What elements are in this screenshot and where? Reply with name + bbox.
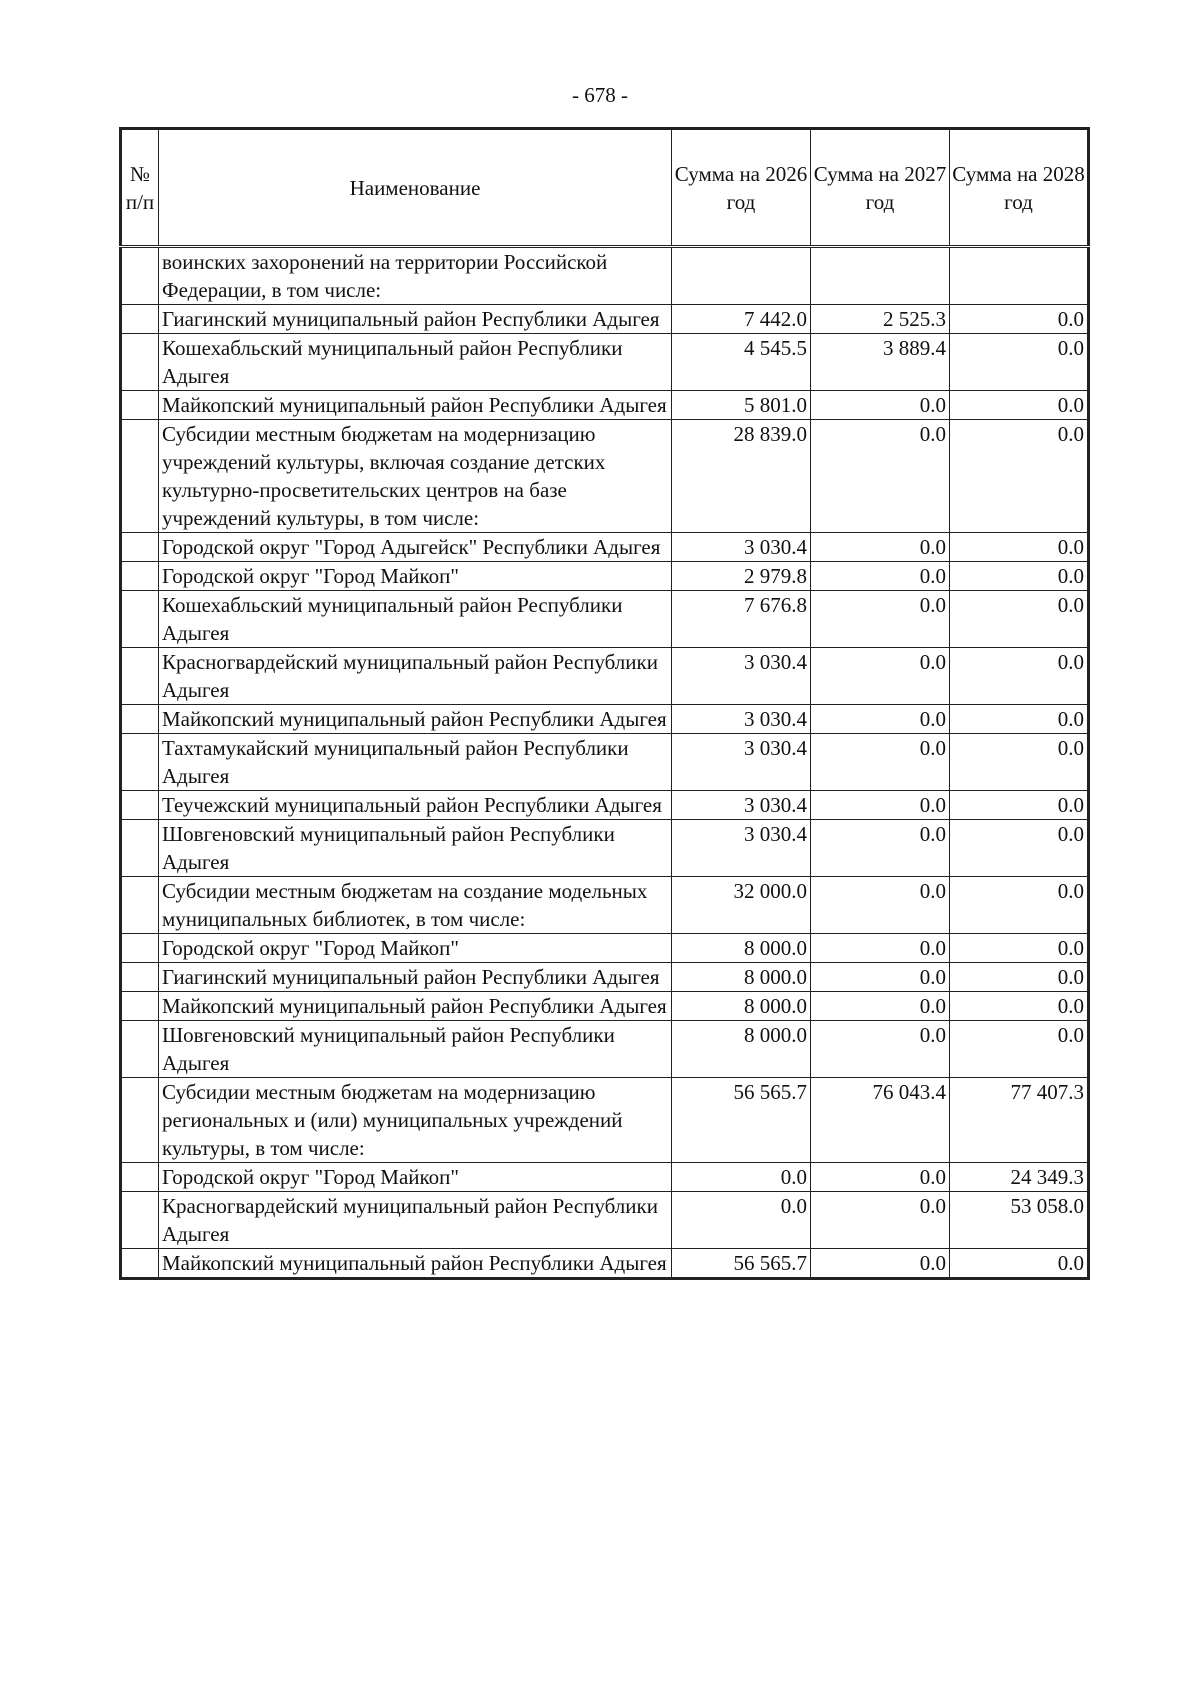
row-sum-2027-cell: 0.0 (811, 533, 950, 562)
row-sum-2026-cell: 28 839.0 (672, 420, 811, 533)
table-row (121, 305, 1089, 334)
table-row (121, 648, 1089, 705)
row-name-cell: Кошехабльский муниципальный район Республики Адыгея (159, 591, 672, 648)
row-number-cell (121, 934, 159, 963)
row-sum-2026-cell: 0.0 (672, 1163, 811, 1192)
row-name-cell: Кошехабльский муниципальный район Республики Адыгея (159, 334, 672, 391)
row-sum-2026-cell: 3 030.4 (672, 820, 811, 877)
row-name-cell: Майкопский муниципальный район Республики Адыгея (159, 391, 672, 420)
row-name-cell: Майкопский муниципальный район Республики Адыгея (159, 705, 672, 734)
row-name-cell: Гиагинский муниципальный район Республики Адыгея (159, 963, 672, 992)
row-sum-2027-cell: 2 525.3 (811, 305, 950, 334)
table-row (121, 877, 1089, 934)
row-sum-2028-cell: 0.0 (950, 791, 1089, 820)
row-sum-2026-cell: 3 030.4 (672, 734, 811, 791)
budget-table (119, 127, 1090, 1280)
row-sum-2027-cell: 0.0 (811, 1249, 950, 1279)
row-sum-2028-cell: 0.0 (950, 705, 1089, 734)
row-sum-2026-cell: 7 676.8 (672, 591, 811, 648)
row-sum-2027-cell: 0.0 (811, 877, 950, 934)
row-number-cell (121, 391, 159, 420)
row-sum-2028-cell: 0.0 (950, 591, 1089, 648)
row-name-cell: Субсидии местным бюджетам на модернизацию учреждений культуры, включая создание детских культурно-просветительских центров на базе учреждений культуры, в том числе: (159, 420, 672, 533)
table-row (121, 705, 1089, 734)
row-number-cell (121, 963, 159, 992)
row-sum-2028-cell: 0.0 (950, 562, 1089, 591)
table-row (121, 791, 1089, 820)
row-name-cell: Шовгеновский муниципальный район Республики Адыгея (159, 1021, 672, 1078)
table-body (121, 247, 1089, 1279)
row-number-cell (121, 992, 159, 1021)
table-header-row (121, 129, 1089, 247)
row-sum-2027-cell: 0.0 (811, 734, 950, 791)
row-sum-2026-cell: 2 979.8 (672, 562, 811, 591)
row-sum-2027-cell: 0.0 (811, 420, 950, 533)
row-number-cell (121, 1249, 159, 1279)
row-number-cell (121, 334, 159, 391)
row-sum-2027-cell: 0.0 (811, 820, 950, 877)
row-sum-2026-cell: 3 030.4 (672, 648, 811, 705)
row-sum-2026-cell: 3 030.4 (672, 705, 811, 734)
table-row (121, 1021, 1089, 1078)
row-number-cell (121, 562, 159, 591)
row-sum-2026-cell: 5 801.0 (672, 391, 811, 420)
row-sum-2027-cell: 0.0 (811, 963, 950, 992)
row-number-cell (121, 705, 159, 734)
row-sum-2028-cell: 0.0 (950, 1021, 1089, 1078)
row-sum-2026-cell: 8 000.0 (672, 934, 811, 963)
row-name-cell: Субсидии местным бюджетам на создание модельных муниципальных библиотек, в том числе: (159, 877, 672, 934)
row-sum-2026-cell: 8 000.0 (672, 992, 811, 1021)
row-sum-2027-cell: 0.0 (811, 705, 950, 734)
row-sum-2027-cell: 0.0 (811, 791, 950, 820)
header-name: Наименование (159, 129, 672, 247)
row-name-cell: Красногвардейский муниципальный район Республики Адыгея (159, 1192, 672, 1249)
row-name-cell: Шовгеновский муниципальный район Республики Адыгея (159, 820, 672, 877)
row-sum-2027-cell: 0.0 (811, 934, 950, 963)
row-name-cell: Городской округ "Город Адыгейск" Республики Адыгея (159, 533, 672, 562)
row-sum-2026-cell: 32 000.0 (672, 877, 811, 934)
row-sum-2027-cell: 0.0 (811, 391, 950, 420)
row-number-cell (121, 1021, 159, 1078)
row-sum-2028-cell: 0.0 (950, 992, 1089, 1021)
row-sum-2027-cell: 0.0 (811, 1163, 950, 1192)
row-number-cell (121, 877, 159, 934)
row-sum-2028-cell: 0.0 (950, 820, 1089, 877)
row-sum-2026-cell: 8 000.0 (672, 963, 811, 992)
table-row (121, 1249, 1089, 1279)
row-sum-2027-cell: 0.0 (811, 1021, 950, 1078)
table-row (121, 963, 1089, 992)
table-row (121, 1163, 1089, 1192)
row-sum-2027-cell: 0.0 (811, 1192, 950, 1249)
row-sum-2028-cell: 0.0 (950, 391, 1089, 420)
row-sum-2027-cell (811, 247, 950, 305)
row-sum-2027-cell: 76 043.4 (811, 1078, 950, 1163)
row-number-cell (121, 1192, 159, 1249)
header-sum-2027: Сумма на 2027 год (811, 129, 950, 247)
row-sum-2027-cell: 0.0 (811, 591, 950, 648)
row-sum-2028-cell: 0.0 (950, 1249, 1089, 1279)
table-row (121, 1078, 1089, 1163)
row-name-cell: Майкопский муниципальный район Республики Адыгея (159, 992, 672, 1021)
row-number-cell (121, 734, 159, 791)
row-sum-2028-cell: 0.0 (950, 305, 1089, 334)
row-number-cell (121, 648, 159, 705)
row-number-cell (121, 1078, 159, 1163)
row-number-cell (121, 820, 159, 877)
row-name-cell: Городской округ "Город Майкоп" (159, 1163, 672, 1192)
table-row (121, 1192, 1089, 1249)
row-sum-2027-cell: 3 889.4 (811, 334, 950, 391)
row-sum-2028-cell: 77 407.3 (950, 1078, 1089, 1163)
table-row (121, 820, 1089, 877)
header-sum-2026: Сумма на 2026 год (672, 129, 811, 247)
row-sum-2028-cell: 0.0 (950, 877, 1089, 934)
row-sum-2026-cell: 56 565.7 (672, 1078, 811, 1163)
row-name-cell: Городской округ "Город Майкоп" (159, 562, 672, 591)
row-sum-2026-cell: 56 565.7 (672, 1249, 811, 1279)
row-number-cell (121, 591, 159, 648)
row-name-cell: Гиагинский муниципальный район Республики Адыгея (159, 305, 672, 334)
row-sum-2028-cell: 0.0 (950, 533, 1089, 562)
table-row (121, 591, 1089, 648)
page-number: - 678 - (572, 83, 628, 107)
row-name-cell: Красногвардейский муниципальный район Республики Адыгея (159, 648, 672, 705)
row-sum-2027-cell: 0.0 (811, 648, 950, 705)
header-sum-2028: Сумма на 2028 год (950, 129, 1089, 247)
row-name-cell: воинских захоронений на территории Российской Федерации, в том числе: (159, 247, 672, 305)
row-sum-2028-cell: 53 058.0 (950, 1192, 1089, 1249)
table-row (121, 391, 1089, 420)
table-row (121, 992, 1089, 1021)
table-row (121, 562, 1089, 591)
row-sum-2026-cell: 4 545.5 (672, 334, 811, 391)
row-sum-2026-cell (672, 247, 811, 305)
row-number-cell (121, 533, 159, 562)
table-row (121, 334, 1089, 391)
row-sum-2026-cell: 3 030.4 (672, 533, 811, 562)
row-sum-2028-cell: 0.0 (950, 734, 1089, 791)
row-name-cell: Теучежский муниципальный район Республики Адыгея (159, 791, 672, 820)
row-sum-2028-cell: 0.0 (950, 420, 1089, 533)
row-sum-2026-cell: 0.0 (672, 1192, 811, 1249)
row-sum-2028-cell: 0.0 (950, 963, 1089, 992)
row-number-cell (121, 247, 159, 305)
row-sum-2026-cell: 7 442.0 (672, 305, 811, 334)
table-row (121, 420, 1089, 533)
row-number-cell (121, 420, 159, 533)
row-sum-2028-cell: 0.0 (950, 334, 1089, 391)
row-number-cell (121, 305, 159, 334)
row-sum-2026-cell: 8 000.0 (672, 1021, 811, 1078)
row-number-cell (121, 791, 159, 820)
table-row (121, 247, 1089, 305)
row-name-cell: Городской округ "Город Майкоп" (159, 934, 672, 963)
row-name-cell: Тахтамукайский муниципальный район Республики Адыгея (159, 734, 672, 791)
table-row (121, 734, 1089, 791)
row-sum-2026-cell: 3 030.4 (672, 791, 811, 820)
row-name-cell: Майкопский муниципальный район Республики Адыгея (159, 1249, 672, 1279)
row-number-cell (121, 1163, 159, 1192)
row-sum-2027-cell: 0.0 (811, 992, 950, 1021)
table-row (121, 533, 1089, 562)
table-row (121, 934, 1089, 963)
row-sum-2027-cell: 0.0 (811, 562, 950, 591)
row-sum-2028-cell: 0.0 (950, 934, 1089, 963)
row-sum-2028-cell (950, 247, 1089, 305)
row-name-cell: Субсидии местным бюджетам на модернизацию региональных и (или) муниципальных учреждений культуры, в том числе: (159, 1078, 672, 1163)
row-sum-2028-cell: 24 349.3 (950, 1163, 1089, 1192)
row-sum-2028-cell: 0.0 (950, 648, 1089, 705)
header-num: № п/п (121, 129, 159, 247)
